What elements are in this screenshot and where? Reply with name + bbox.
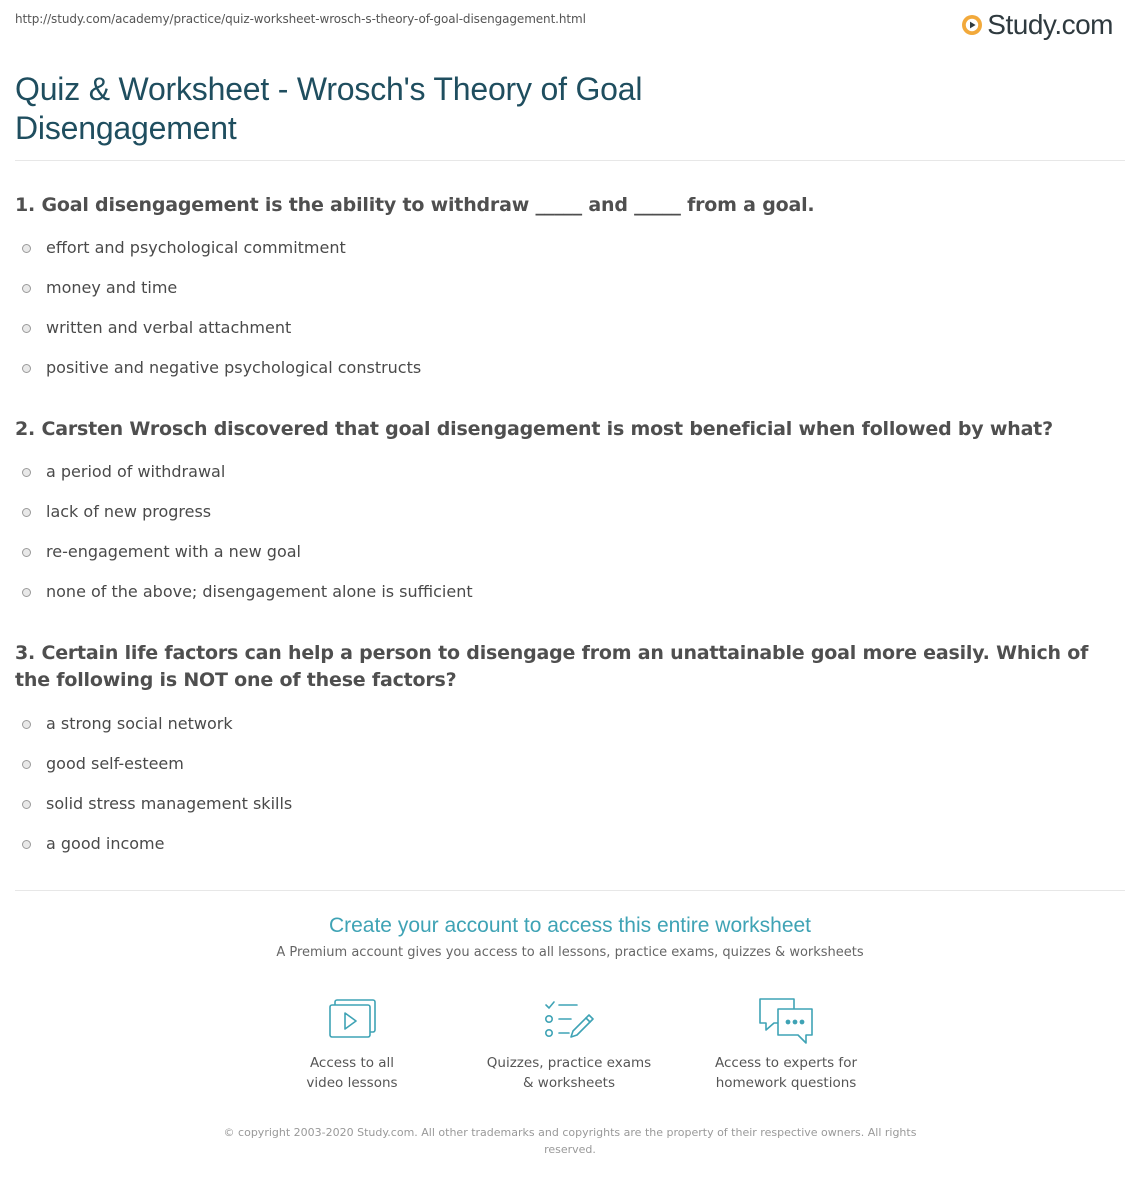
radio-button[interactable]: [22, 760, 31, 769]
answer-label: lack of new progress: [46, 501, 212, 521]
answer-option[interactable]: [22, 267, 421, 307]
title-divider: [15, 160, 1125, 161]
answer-label: re-engagement with a new goal: [46, 541, 301, 561]
radio-button[interactable]: [22, 468, 31, 477]
radio-button[interactable]: [22, 720, 31, 729]
answer-option[interactable]: [22, 347, 421, 387]
question-1: 1. Goal disengagement is the ability to withdraw _____ and _____ from a goal.: [15, 194, 815, 216]
radio-button[interactable]: [22, 548, 31, 557]
cta-subtitle: A Premium account gives you access to all lessons, practice exams, quizzes & worksheets: [276, 945, 864, 960]
answer-label: good self-esteem: [46, 753, 184, 773]
question-1-options: [22, 227, 421, 387]
answer-label: a strong social network: [46, 713, 233, 733]
page-title: Quiz & Worksheet - Wrosch's Theory of Goal Disengagement: [15, 71, 643, 146]
feature-line: & worksheets: [522, 1075, 615, 1091]
feature-video-lessons: [252, 995, 452, 1093]
answer-option[interactable]: [22, 703, 292, 743]
answer-option[interactable]: [22, 743, 292, 783]
answer-label: solid stress management skills: [46, 793, 293, 813]
answer-label: positive and negative psychological constructs: [46, 357, 422, 377]
answer-option[interactable]: [22, 531, 473, 571]
answer-option[interactable]: [22, 783, 292, 823]
feature-quizzes: [469, 995, 669, 1093]
video-lessons-icon: [320, 995, 384, 1047]
quiz-checklist-icon: [537, 995, 601, 1047]
feature-line: Quizzes, practice exams: [486, 1055, 652, 1071]
answer-label: a period of withdrawal: [46, 461, 226, 481]
radio-button[interactable]: [22, 800, 31, 809]
question-2: 2. Carsten Wrosch discovered that goal disengagement is most beneficial when followed by what?: [15, 418, 1053, 440]
feature-line: Access to all: [309, 1055, 395, 1071]
copyright-text: © copyright 2003-2020 Study.com. All other trademarks and copyrights are the property of their respective owners. All rights reserved.: [223, 1126, 917, 1156]
radio-button[interactable]: [22, 840, 31, 849]
radio-button[interactable]: [22, 244, 31, 253]
create-account-link[interactable]: Create your account to access this entire worksheet: [328, 914, 812, 937]
question-3: 3. Certain life factors can help a person to disengage from an unattainable goal more easily. Which of the following is NOT one of these factors?: [15, 642, 1089, 691]
feature-line: Access to experts for: [714, 1055, 857, 1071]
cta-divider: [15, 890, 1125, 891]
answer-option[interactable]: [22, 307, 421, 347]
study-logo[interactable]: [961, 10, 1113, 40]
top-bar: [15, 10, 1125, 44]
answer-option[interactable]: [22, 451, 473, 491]
answer-option[interactable]: [22, 823, 292, 863]
answer-option[interactable]: [22, 571, 473, 611]
play-logo-icon: [961, 14, 983, 36]
answer-label: none of the above; disengagement alone is sufficient: [46, 581, 473, 601]
radio-button[interactable]: [22, 588, 31, 597]
chat-bubbles-icon: [754, 995, 818, 1047]
radio-button[interactable]: [22, 364, 31, 373]
question-2-options: [22, 451, 473, 611]
answer-option[interactable]: [22, 491, 473, 531]
answer-label: written and verbal attachment: [46, 317, 292, 337]
logo-text: Study.com: [987, 9, 1113, 40]
question-3-options: [22, 703, 292, 863]
answer-option[interactable]: [22, 227, 421, 267]
answer-label: a good income: [46, 833, 165, 853]
page-url: http://study.com/academy/practice/quiz-worksheet-wrosch-s-theory-of-goal-disengagement.html: [15, 12, 586, 26]
answer-label: effort and psychological commitment: [46, 237, 346, 257]
radio-button[interactable]: [22, 324, 31, 333]
feature-line: homework questions: [715, 1075, 857, 1091]
feature-experts: [686, 995, 886, 1093]
radio-button[interactable]: [22, 284, 31, 293]
feature-line: video lessons: [306, 1075, 398, 1091]
radio-button[interactable]: [22, 508, 31, 517]
answer-label: money and time: [46, 277, 178, 297]
